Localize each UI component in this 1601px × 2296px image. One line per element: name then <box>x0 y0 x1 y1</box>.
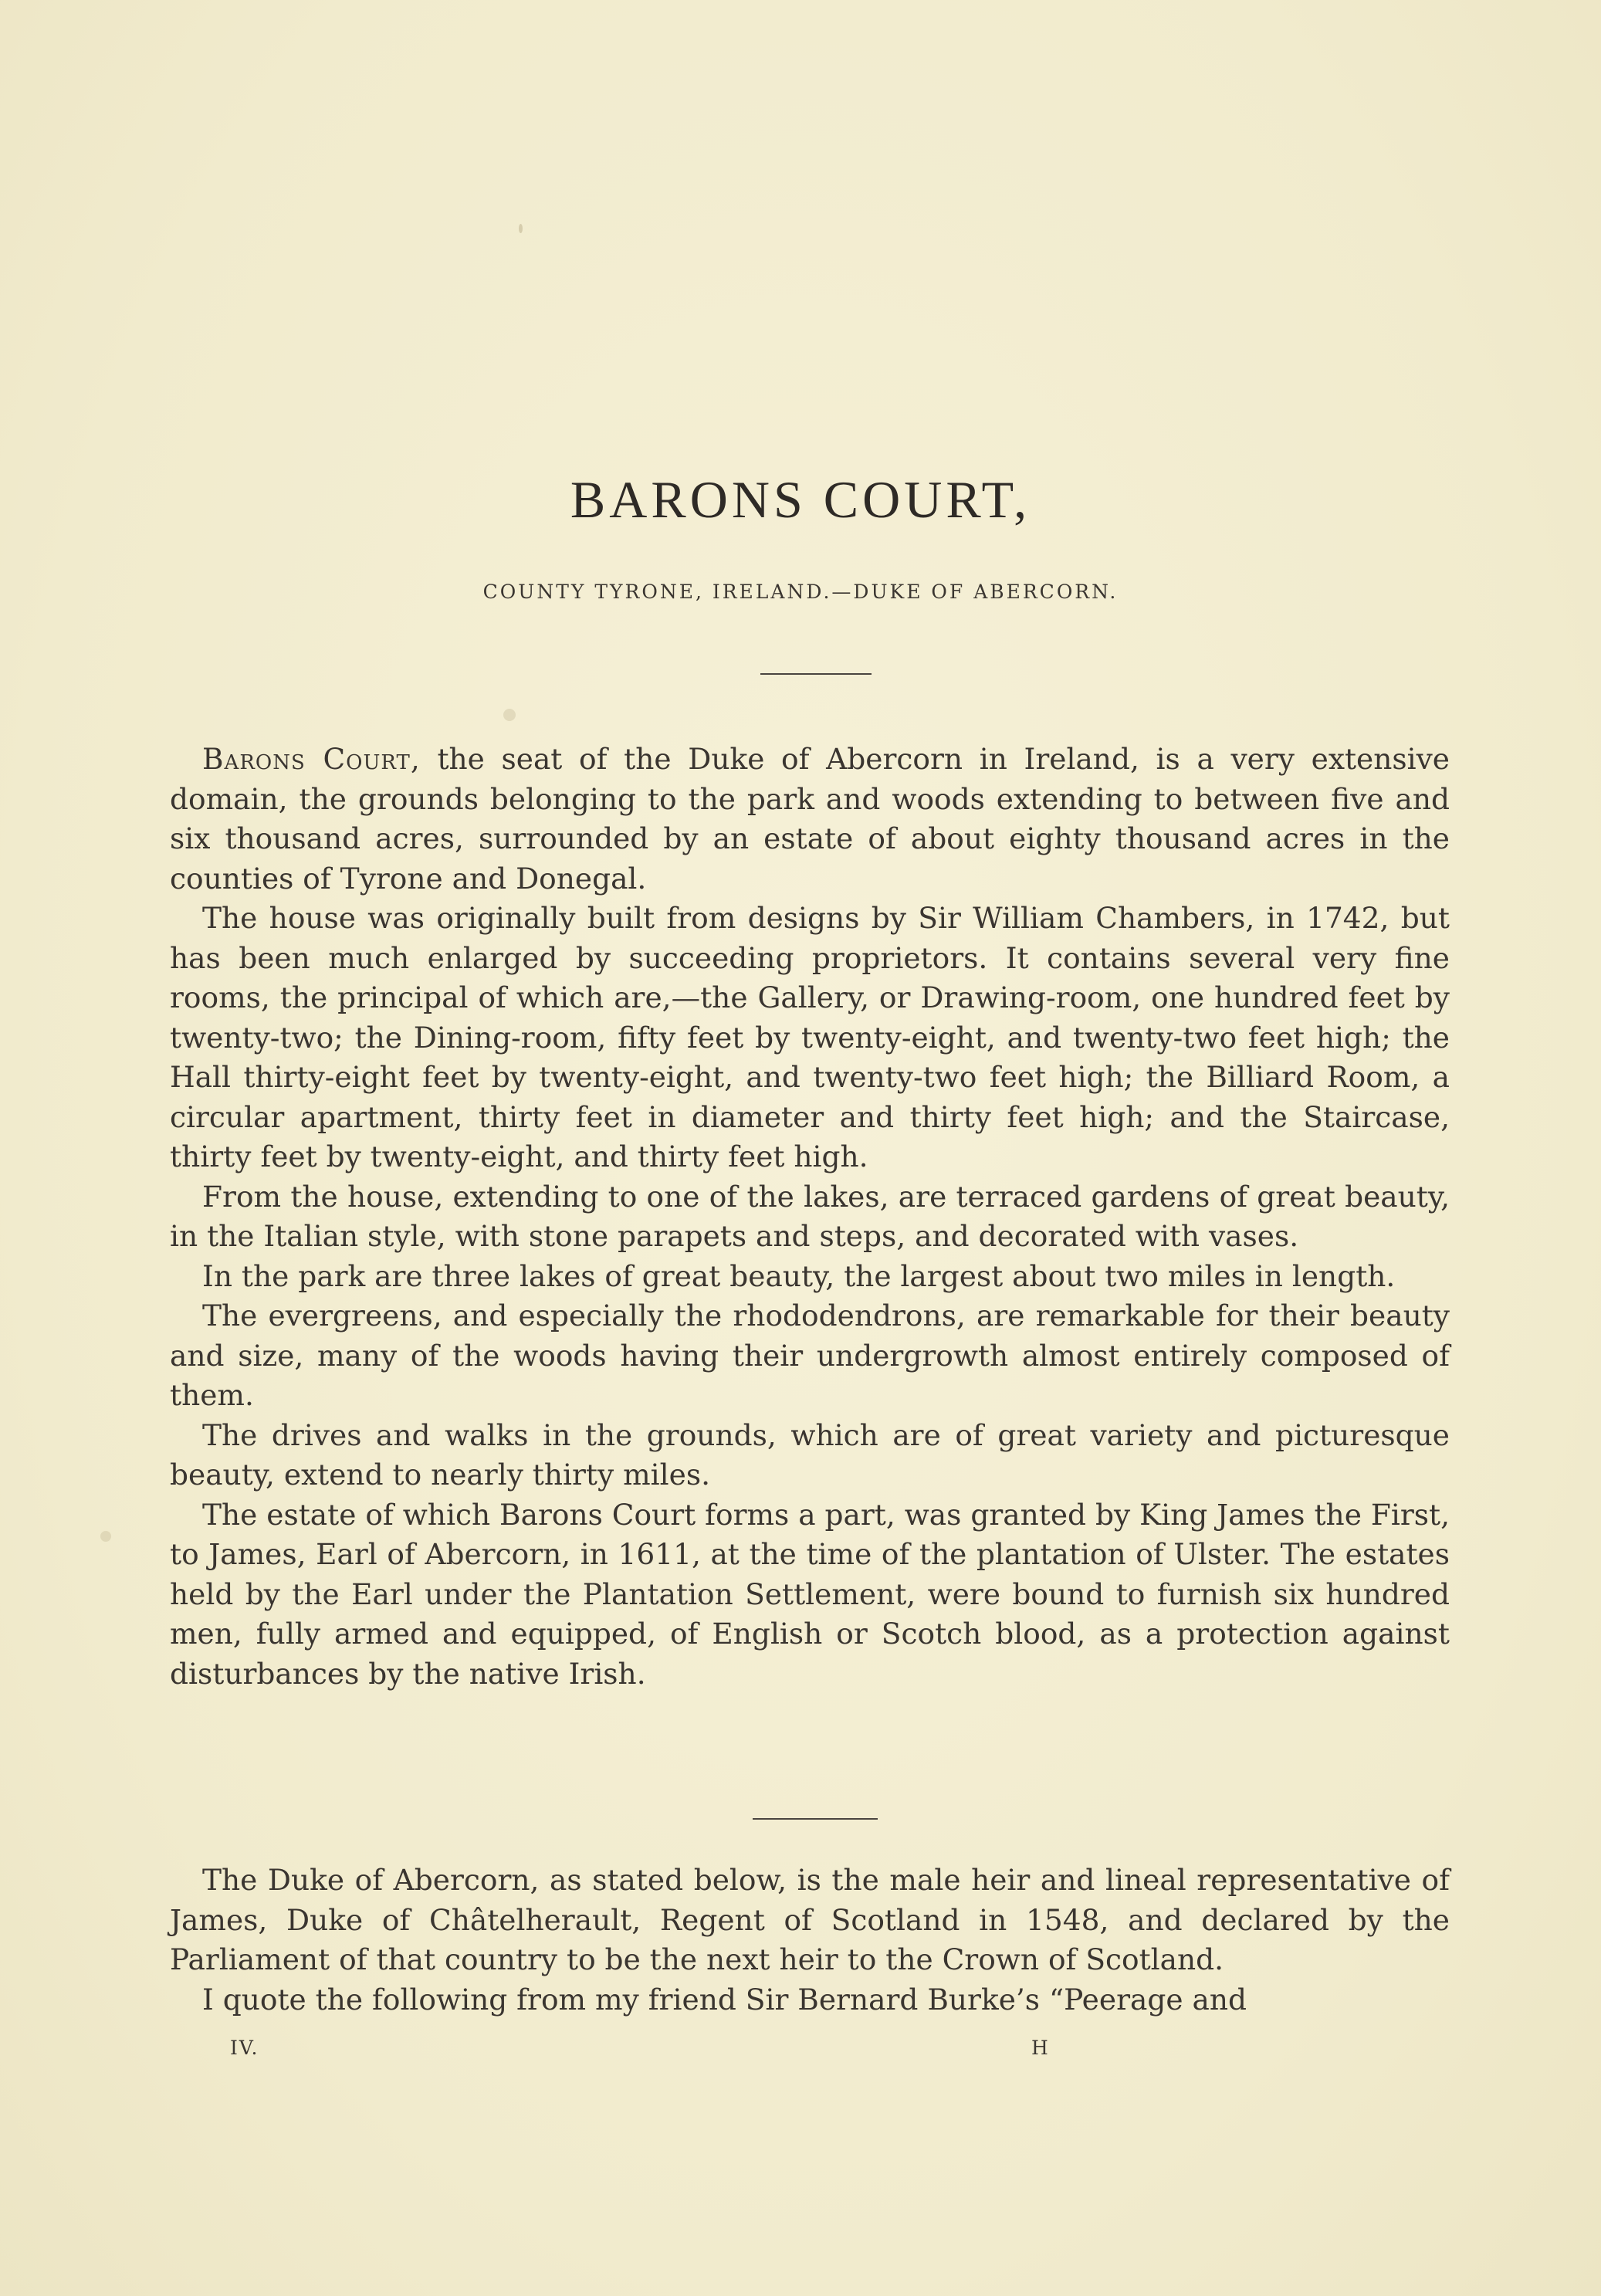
divider-rule <box>753 1818 878 1820</box>
paper-speck <box>503 709 516 721</box>
signature-mark: H <box>1031 2037 1050 2059</box>
paragraph: The estate of which Barons Court forms a part, was granted by King James the First, to James, Earl of Abercorn, in 1611, at the time of the plantation of Ulster. The estates held by the Earl under the Plantation Settlement, were bound to furnish six hundred men, fully armed and equipped, of English or Scotch blood, as a protection against disturbances by the native Irish. <box>170 1497 1450 1691</box>
page-subtitle: COUNTY TYRONE, IRELAND.—DUKE OF ABERCORN. <box>482 581 1119 603</box>
paragraph: From the house, extending to one of the lakes, are terraced gardens of great beauty, in the Italian style, with stone parapets and steps, and decorated with vases. <box>170 1179 1450 1253</box>
paragraph: The house was originally built from designs by Sir William Chambers, in 1742, but has been much enlarged by succeeding proprietors. It contains several very fine rooms, the principal of which are,—the Gallery, or Drawing-room, one hundred feet by twenty-two; the Dining-room, fifty feet by twenty-eight, and twenty-two feet high; the Hall thirty-eight feet by twenty-eight, and twenty-two feet high; the Billiard Room, a circular apartment, thirty feet in diameter and thirty feet high; and the Staircase, thirty feet by twenty-eight, and thirty feet high. <box>170 901 1450 1173</box>
volume-number: IV. <box>230 2037 259 2059</box>
paragraph: The evergreens, and especially the rhododendrons, are remarkable for their beauty and size, many of the woods having their undergrowth almost entirely composed of them. <box>170 1299 1450 1412</box>
page-title: BARONS COURT, <box>570 470 1031 529</box>
paragraph: The Duke of Abercorn, as stated below, is the male heir and lineal representative of James, Duke of Châtelherault, Regent of Scotland in 1548, and declared by the Parliament of that country to be the next heir to the Crown of Scotland. <box>170 1863 1450 1976</box>
paper-speck <box>519 224 523 233</box>
paragraph: In the park are three lakes of great beauty, the largest about two miles in length. <box>202 1258 1396 1293</box>
paragraph: The drives and walks in the grounds, which are of great variety and picturesque beauty, extend to nearly thirty miles. <box>170 1417 1450 1492</box>
paragraph: I quote the following from my friend Sir Bernard Burke’s “Peerage and <box>202 1982 1247 2017</box>
section-duke-of-abercorn <box>170 1861 1450 2020</box>
divider-rule <box>760 673 872 675</box>
lead-in: Barons Court, <box>202 742 421 776</box>
paragraph <box>170 740 1450 899</box>
paper-speck <box>100 1531 111 1542</box>
section-barons-court <box>170 740 1450 1694</box>
paragraph-text: the seat of the Duke of Abercorn in Ireland, is a very extensive domain, the grounds belonging to the park and woods extending to between five and six thousand acres, surrounded by an estate of about eighty thousand acres in the counties of Tyrone and Donegal. <box>170 742 1450 896</box>
